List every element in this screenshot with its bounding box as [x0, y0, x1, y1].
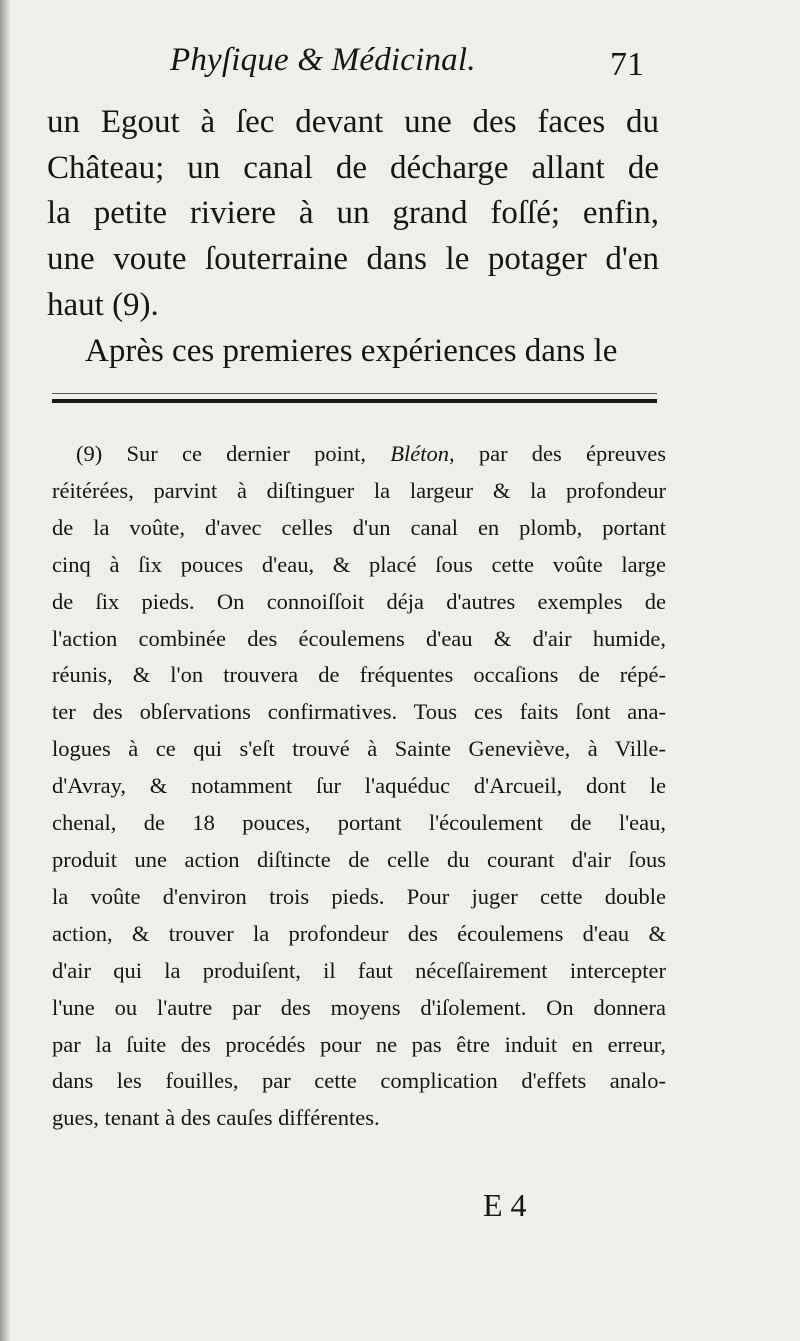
footnote-line: cinq à ſix pouces d'eau, & placé ſous cette voûte large — [52, 551, 666, 577]
body-line: un Egout à ſec devant une des faces du — [47, 104, 659, 140]
footnote-line: dans les fouilles, par cette complication d'effets analo- — [52, 1068, 666, 1094]
footnote-separator-rule — [52, 399, 657, 403]
body-line: Château; un canal de décharge allant de — [47, 149, 659, 186]
footnote-line: l'une ou l'autre par des moyens d'iſolement. On donnera — [52, 994, 666, 1020]
running-title: Phyſique & Médicinal. — [170, 42, 476, 78]
body-line: haut (9). — [47, 286, 159, 323]
footnote-opening: Sur ce dernier point, — [126, 441, 367, 466]
body-line: une voute ſouterraine dans le potager d'en — [47, 241, 659, 278]
footnote-line: la voûte d'environ trois pieds. Pour juger cette double — [52, 883, 666, 909]
footnote-line: produit une action diſtincte de celle du courant d'air ſous — [52, 846, 666, 872]
footnote-line: action, & trouver la profondeur des écoulemens d'eau & — [52, 920, 666, 946]
footnote-line: d'Avray, & notamment ſur l'aquéduc d'Arcueil, dont le — [52, 773, 666, 799]
footnote-marker: (9) — [76, 441, 103, 466]
footnote-line: de la voûte, d'avec celles d'un canal en plomb, portant — [52, 514, 666, 540]
footnote-line: gues, tenant à des cauſes différentes. — [52, 1105, 380, 1131]
page-number: 71 — [610, 46, 644, 83]
footnote-line: chenal, de 18 pouces, portant l'écoulement de l'eau, — [52, 810, 666, 836]
footnote-line — [52, 436, 666, 473]
footnote-line: de ſix pieds. On connoiſſoit déja d'autres exemples de — [52, 588, 666, 614]
body-line: la petite riviere à un grand foſſé; enfin, — [47, 195, 659, 232]
footnote-line: logues à ce qui s'eſt trouvé à Sainte Geneviève, à Ville- — [52, 736, 666, 762]
footnote-block — [52, 436, 666, 1137]
footnote-line: par la ſuite des procédés pour ne pas être induit en erreur, — [52, 1031, 666, 1057]
signature-mark: E 4 — [483, 1187, 527, 1223]
body-line: Après ces premieres expériences dans le — [85, 332, 618, 369]
footnote-line: réunis, & l'on trouvera de fréquentes occaſions de répé- — [52, 662, 666, 688]
footnote-line-rest: , par des épreuves — [448, 441, 666, 466]
page-gutter-edge — [0, 0, 10, 1341]
page-header — [170, 38, 670, 98]
footnote-name: Bléton — [390, 441, 449, 466]
main-body-text — [47, 100, 659, 374]
footnote-line: ter des obſervations confirmatives. Tous ces faits ſont ana- — [52, 699, 666, 725]
footnote-line: d'air qui la produiſent, il faut néceſſairement intercepter — [52, 957, 666, 983]
footnote-line: l'action combinée des écoulemens d'eau & d'air humide, — [52, 625, 666, 651]
footnote-line: réitérées, parvint à diſtinguer la largeur & la profondeur — [52, 477, 666, 503]
